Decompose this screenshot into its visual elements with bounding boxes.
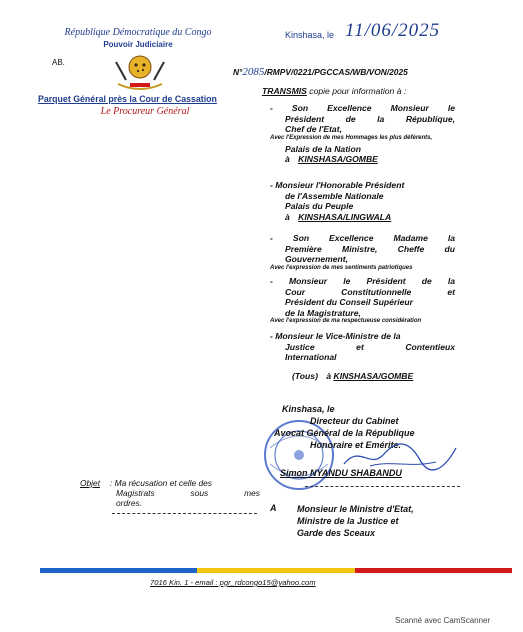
signature-city: Kinshasa, le — [282, 404, 335, 414]
recipient-line: Première Ministre, Cheffe du — [285, 243, 455, 254]
republic-title: République Démocratique du Congo — [64, 27, 212, 38]
recipient-line: Président de la République, — [285, 113, 455, 124]
stripe-red — [355, 568, 512, 573]
handwritten-date: 11/06/2025 — [345, 20, 441, 41]
recipient-city-line — [270, 212, 455, 223]
recipient-vice-ministre — [270, 331, 455, 363]
reference-number — [233, 66, 408, 78]
recipient-city: KINSHASA/GOMBE — [298, 154, 378, 165]
recipient-note: Avec l'expression de ma respectueuse considération — [270, 318, 422, 325]
handwritten-reference-no: 2085 — [242, 66, 265, 78]
stripe-yellow — [197, 568, 354, 573]
addressee-line: Garde des Sceaux — [297, 528, 376, 538]
signature-title: Honoraire et Emérite. — [310, 440, 402, 450]
addressee-line: Ministre de la Justice et — [297, 516, 399, 526]
recipient-line: International — [285, 352, 337, 363]
recipient-line: - Son Excellence Madame la — [270, 233, 455, 243]
recipient-city: KINSHASA/LINGWALA — [298, 211, 392, 222]
recipient-note: Avec l'Expression de mes Hommages les plus déférents, — [270, 134, 433, 141]
recipient-premiere-ministre — [270, 233, 455, 272]
signatory-name: Simon NYANDU SHABANDU — [280, 468, 402, 478]
recipient-president — [270, 103, 455, 165]
coat-of-arms-emblem — [112, 50, 168, 92]
recipient-line: Palais de la Nation — [285, 143, 361, 154]
camscanner-label: Scanné avec CamScanner — [395, 616, 491, 625]
recipient-line: - Monsieur le Vice-Ministre de la — [270, 331, 401, 341]
stripe-blue — [40, 568, 197, 573]
recipient-at: à — [285, 154, 293, 165]
recipient-assemblee — [270, 180, 455, 222]
tous-line — [292, 371, 413, 382]
flag-color-stripe — [40, 568, 512, 573]
tous-city: KINSHASA/GOMBE — [333, 371, 414, 381]
recipient-line: - Monsieur l'Honorable Président — [270, 180, 405, 190]
objet-line: ordres. — [116, 498, 143, 508]
place-date-label: Kinshasa, le — [285, 30, 335, 40]
recipient-line: Justice et Contentieux — [285, 341, 455, 352]
footer-contact: 7016 Kin. 1 - email : pgr_rdcongo15@yahoo.com — [150, 578, 316, 587]
recipient-cour-constitutionnelle — [270, 276, 455, 325]
recipient-line: - Son Excellence Monsieur le — [270, 103, 455, 113]
tous-at: à — [326, 371, 334, 381]
recipient-line: Gouvernement, — [285, 254, 349, 265]
reference-code: /RMPV/0221/PGCCAS/WB/VON/2025 — [264, 67, 408, 77]
recipient-note: Avec l'expression de mes sentiments patriotiques — [270, 264, 413, 271]
objet-line: : Ma récusation et celle des — [110, 478, 212, 488]
procureur-general-title: Le Procureur Général — [100, 106, 190, 117]
pouvoir-judiciaire: Pouvoir Judiciaire — [103, 40, 173, 49]
recipient-line: Chef de l'Etat, — [285, 124, 342, 135]
ab-initials: AB. — [52, 58, 65, 67]
signature-title: Directeur du Cabinet — [310, 416, 399, 426]
recipient-line: de la Magistrature, — [285, 307, 361, 318]
addressee-a: A — [270, 503, 277, 513]
recipient-line: - Monsieur le Président de la — [270, 276, 455, 286]
addressee-line: Monsieur le Ministre d'Etat, — [297, 504, 414, 514]
parquet-general-title: Parquet Général près la Cour de Cassation — [38, 94, 217, 104]
objet-dashed-rule — [112, 513, 257, 514]
objet-label: Objet — [80, 478, 101, 488]
signature-title: Avocat Général de la République — [274, 428, 415, 438]
signature-dashed-rule — [305, 486, 460, 487]
transmis-rest: copie pour information à : — [306, 86, 407, 96]
reference-prefix: N° — [233, 67, 243, 77]
tous-label: (Tous) — [292, 371, 318, 381]
objet-line: Magistrats sous mes — [116, 488, 260, 498]
recipient-line: Palais du Peuple — [285, 201, 354, 212]
recipient-line: Président du Conseil Supérieur — [285, 297, 413, 308]
recipient-line: Cour Constitutionnelle et — [285, 286, 455, 297]
footer-contact-line — [150, 578, 316, 587]
recipient-at: à — [285, 211, 293, 222]
transmis-label: TRANSMIS — [262, 86, 307, 96]
recipient-line: de l'Assemble Nationale — [285, 190, 384, 201]
objet-text — [110, 478, 260, 508]
recipient-city-line — [270, 154, 455, 165]
addressee-block — [297, 503, 414, 539]
transmis-line — [262, 86, 406, 96]
